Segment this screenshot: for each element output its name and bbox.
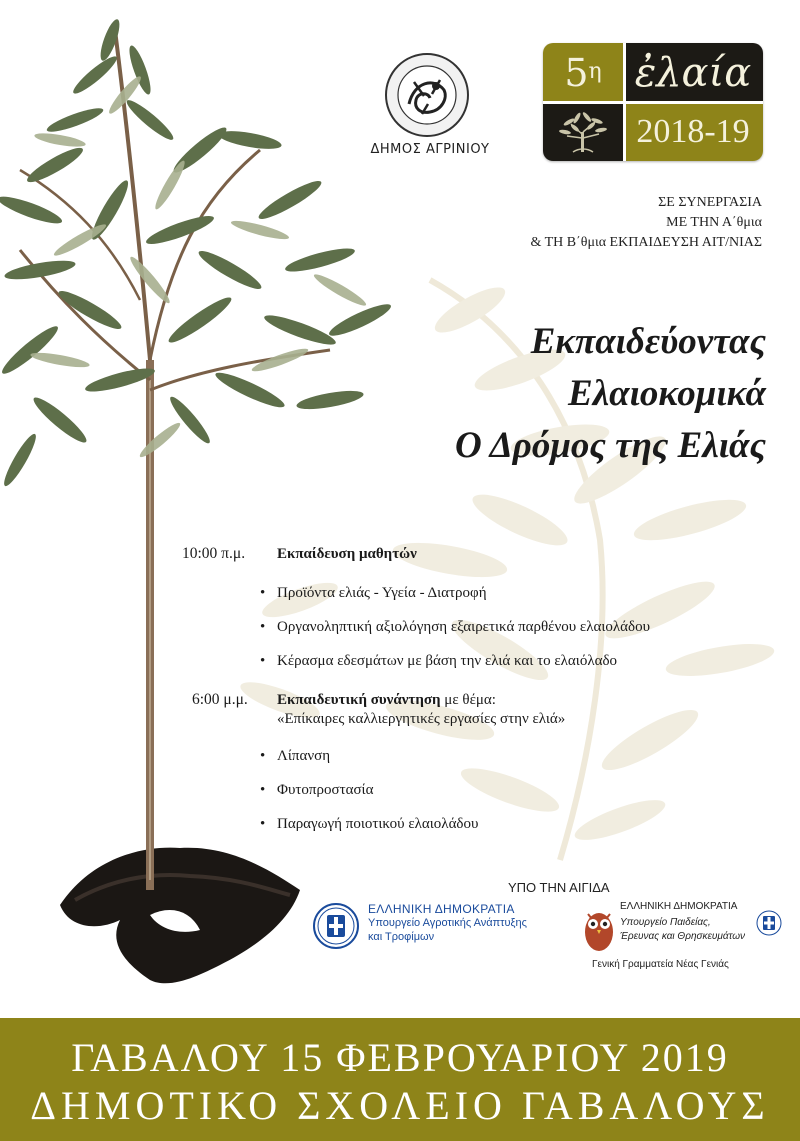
ministry-name-line: Έρευνας και Θρησκευμάτων [620, 931, 745, 942]
program-bullet-item: • Λίπανση [182, 748, 782, 765]
auspices-label: ΥΠΟ ΤΗΝ ΑΙΓΙΔΑ [508, 880, 610, 895]
ministry-name-line: Υπουργείο Παιδείας, [620, 917, 711, 928]
program-bullet-item: • Παραγωγή ποιοτικού ελαιολάδου [182, 816, 782, 833]
program-bullet-item: • Κέρασμα εδεσμάτων με βάση την ελιά και το ελαιόλαδο [182, 653, 782, 670]
logo-season: 2018-19 [636, 112, 750, 150]
ministry-agriculture-text [368, 902, 527, 944]
slot-heading [277, 692, 496, 709]
event-footer [0, 1018, 800, 1141]
greek-coat-of-arms-icon [312, 902, 360, 950]
slot-time: 10:00 π.μ. [182, 545, 246, 562]
event-date: ΓΑΒΑΛΟΥ 15 ΦΕΒΡΟΥΑΡΙΟΥ 2019 [71, 1035, 729, 1080]
partnership-line: & ΤΗ Β΄θμια ΕΚΠΑΙΔΕΥΣΗ ΑΙΤ/ΝΙΑΣ [530, 235, 762, 250]
title-line: Εκπαιδεύοντας [530, 321, 766, 362]
ministry-republic: ΕΛΛΗΝΙΚΗ ΔΗΜΟΚΡΑΤΙΑ [620, 901, 738, 912]
partnership-line: ΣΕ ΣΥΝΕΡΓΑΣΙΑ [658, 195, 762, 210]
ministry-name-line: Υπουργείο Αγροτικής Ανάπτυξης [368, 917, 527, 929]
slot-title-suffix: με θέμα: [440, 692, 496, 708]
olive-tree-icon [553, 108, 613, 156]
logo-word: ἐλαία [634, 49, 752, 96]
ministry-republic: ΕΛΛΗΝΙΚΗ ΔΗΜΟΚΡΑΤΙΑ [368, 902, 515, 916]
partnership-note [530, 193, 762, 253]
logo-word-cell [623, 43, 763, 102]
event-venue: ΔΗΜΟΤΙΚΟ ΣΧΟΛΕΙΟ ΓΑΒΑΛΟΥΣ [30, 1083, 770, 1128]
event-logo [543, 43, 763, 161]
partnership-line: ΜΕ ΤΗΝ Α΄θμια [666, 215, 762, 230]
ministry-name-line: και Τροφίμων [368, 931, 435, 943]
program-slot-evening [182, 691, 782, 709]
slot-time: 6:00 μ.μ. [192, 691, 248, 708]
owl-icon [582, 904, 616, 954]
event-title [455, 316, 766, 472]
logo-season-cell [623, 102, 763, 161]
logo-edition [543, 43, 623, 102]
municipality-seal-icon [384, 52, 470, 138]
slot-title: Εκπαιδευτική συνάντηση [277, 692, 441, 708]
program-bullet-item: • Οργανοληπτική αξιολόγηση εξαιρετικά παρθένου ελαιολάδου [182, 619, 782, 636]
logo-tree-cell [543, 102, 623, 161]
municipality-name: ΔΗΜΟΣ ΑΓΡΙΝΙΟΥ [370, 142, 490, 157]
program-slot-morning [182, 545, 782, 563]
title-line: Ο Δρόμος της Ελιάς [455, 425, 766, 466]
logo-edition-number: $5^\eta$ [564, 50, 602, 95]
title-line: Ελαιοκομικά [568, 373, 766, 414]
slot-title: Εκπαίδευση μαθητών [277, 546, 417, 562]
program-bullet-item: • Προϊόντα ελιάς - Υγεία - Διατροφή [182, 585, 782, 602]
ministry-agriculture-logo [312, 902, 572, 952]
general-secretariat: Γενική Γραμματεία Νέας Γενιάς [592, 959, 729, 970]
slot-subject: «Επίκαιρες καλλιεργητικές εργασίες στην ελιά» [277, 711, 566, 727]
program-bullet-item: • Φυτοπροστασία [182, 782, 782, 799]
ministry-name [620, 916, 770, 944]
ministry-education-logo [580, 900, 790, 980]
event-program [182, 545, 782, 833]
